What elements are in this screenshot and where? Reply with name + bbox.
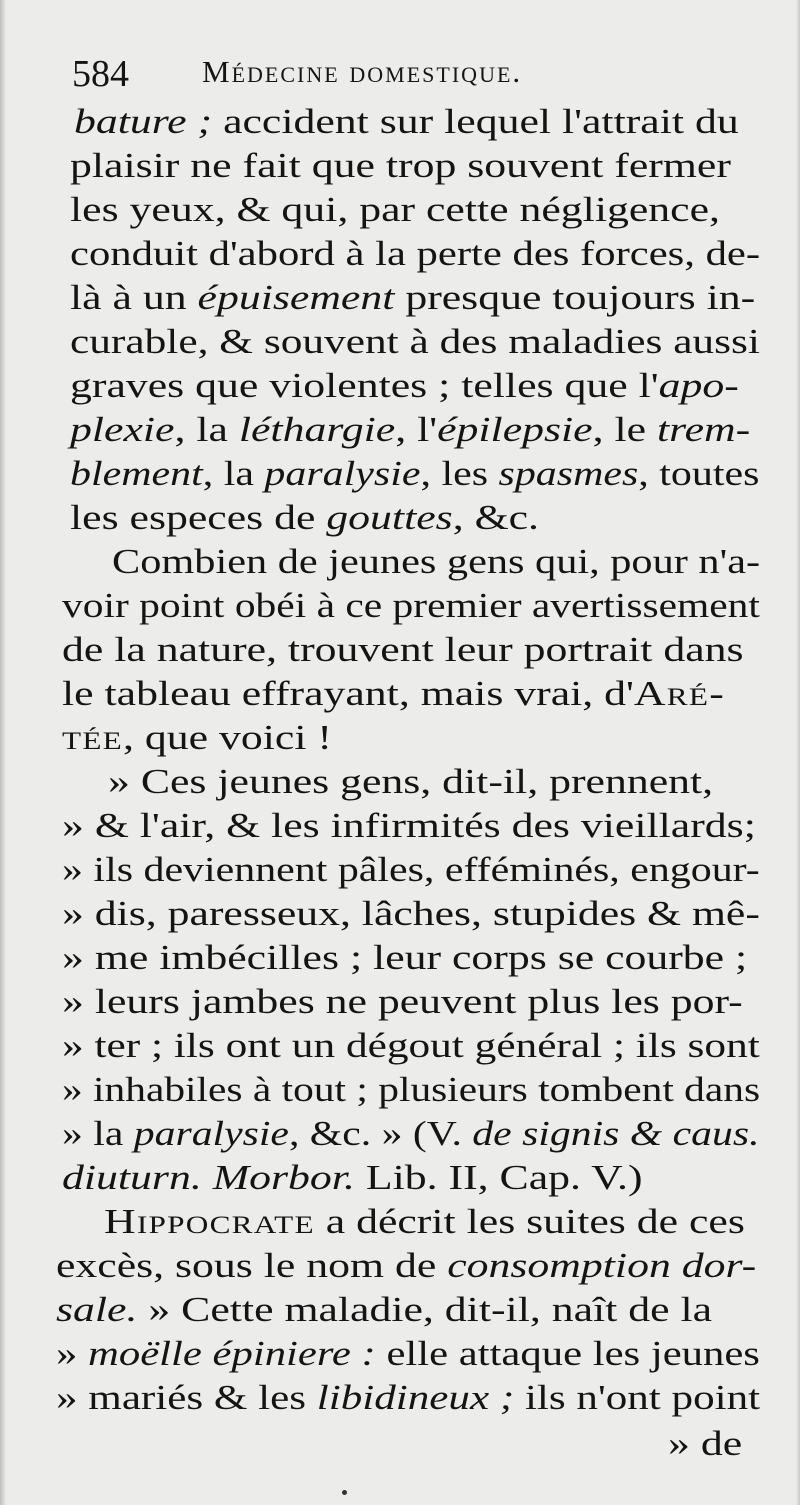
italic-text: apo-: [658, 366, 739, 405]
running-head: [72, 52, 632, 98]
text-run: excès, sous le nom de: [56, 1246, 448, 1285]
text-line: [70, 188, 720, 232]
italic-text: sale.: [56, 1290, 138, 1329]
text-run: accident sur lequel l'attrait du: [212, 102, 739, 141]
italic-text: paralysie: [133, 1114, 289, 1153]
text-line: [70, 320, 760, 364]
text-run: , la: [174, 410, 239, 449]
italic-text: diuturn. Morbor.: [62, 1158, 355, 1197]
text-run: elle attaque les jeunes: [375, 1334, 760, 1373]
text-run: » Cette maladie, dit-il, naît de la: [137, 1290, 713, 1329]
page-edge-shadow-left: [0, 0, 6, 1505]
small-caps-text: Aré-: [633, 674, 726, 713]
text-line: [62, 584, 760, 628]
text-run: presque toujours in-: [394, 278, 756, 317]
ink-speck: [342, 1490, 347, 1495]
italic-text: gouttes: [326, 498, 453, 537]
italic-text: épuisement: [197, 278, 395, 317]
text-line: [62, 1068, 760, 1112]
text-run: les especes de: [70, 498, 327, 537]
text-run: de la nature, trouvent leur portrait dans: [62, 630, 744, 669]
text-run: » mariés & les: [56, 1378, 317, 1417]
italic-text: trem-: [657, 410, 751, 449]
text-run: » me imbécilles ; leur corps se courbe ;: [62, 938, 748, 977]
text-run: , que voici !: [123, 718, 333, 757]
text-line: [62, 892, 760, 936]
text-line: [62, 804, 756, 848]
text-line: [70, 232, 760, 276]
text-run: plaisir ne fait que trop souvent fermer: [70, 146, 731, 185]
text-line: [62, 1156, 643, 1200]
text-line: [62, 1024, 760, 1068]
text-run: , les: [420, 454, 499, 493]
text-line: [70, 364, 739, 408]
italic-text: épilepsie: [437, 410, 593, 449]
text-line: [668, 1422, 742, 1466]
text-run: »: [56, 1334, 89, 1373]
italic-text: blement: [70, 454, 203, 493]
text-run: » dis, paresseux, lâches, stupides & mê-: [62, 894, 760, 933]
text-run: , le: [592, 410, 658, 449]
text-line: [56, 1288, 712, 1332]
text-line: [62, 848, 760, 892]
text-run: » leurs jambes ne peuvent plus les por-: [62, 982, 743, 1021]
italic-text: paralysie: [264, 454, 421, 493]
italic-text: spasmes: [498, 454, 639, 493]
italic-text: consomption dor-: [447, 1246, 757, 1285]
text-line: [108, 760, 713, 804]
text-run: , toutes: [638, 454, 760, 493]
text-run: » inhabiles à tout ; plusieurs tombent dans: [62, 1070, 761, 1109]
text-line: [70, 408, 750, 452]
text-line: [104, 1200, 745, 1244]
text-run: , la: [202, 454, 265, 493]
text-run: le tableau effrayant, mais vrai, d': [62, 674, 634, 713]
text-line: [62, 936, 747, 980]
text-run: Combien de jeunes gens qui, pour n'a-: [112, 542, 761, 581]
small-caps-text: Hippocrate: [104, 1202, 315, 1241]
text-line: [56, 1376, 760, 1420]
text-line: [56, 1244, 756, 1288]
text-line: [62, 980, 743, 1024]
italic-text: moëlle épiniere :: [88, 1334, 376, 1373]
italic-text: léthargie: [238, 410, 396, 449]
italic-text: plexie: [70, 410, 175, 449]
running-title: Médecine domestique.: [202, 54, 523, 89]
text-run: » ils deviennent pâles, efféminés, engour-: [62, 850, 760, 889]
text-run: » Ces jeunes gens, dit-il, prennent,: [108, 762, 714, 801]
text-line: [70, 276, 755, 320]
text-line: [74, 100, 739, 144]
small-caps-text: tée: [62, 718, 124, 757]
text-run: curable, & souvent à des maladies aussi: [70, 322, 760, 361]
text-run: graves que violentes ; telles que l': [70, 366, 659, 405]
text-line: [112, 540, 760, 584]
text-line: [70, 144, 731, 188]
text-line: [62, 628, 744, 672]
text-run: conduit d'abord à la perte des forces, de-: [70, 234, 761, 273]
text-run: , &c.: [452, 498, 539, 537]
text-run: , l': [395, 410, 438, 449]
text-run: les yeux, & qui, par cette négligence,: [70, 190, 720, 229]
text-line: [70, 452, 759, 496]
italic-text: de signis & caus.: [472, 1114, 760, 1153]
page-number: 584: [72, 53, 129, 95]
text-line: [62, 1112, 759, 1156]
page-edge-shadow-right: [796, 0, 800, 1505]
text-run: Lib. II, Cap. V.): [354, 1158, 643, 1197]
text-run: » ter ; ils ont un dégout général ; ils sont: [62, 1026, 760, 1065]
text-run: » & l'air, & les infirmités des vieillards;: [62, 806, 756, 845]
text-run: a décrit les suites de ces: [314, 1202, 745, 1241]
text-line: [62, 716, 332, 760]
text-run: , &c. » (V.: [288, 1114, 473, 1153]
italic-text: bature ;: [74, 102, 213, 141]
italic-text: libidineux ;: [316, 1378, 515, 1417]
text-line: [70, 496, 539, 540]
text-line: [56, 1332, 760, 1376]
text-line: [62, 672, 725, 716]
text-run: » de: [668, 1424, 743, 1463]
text-run: voir point obéi à ce premier avertissement: [62, 586, 760, 625]
text-run: » la: [62, 1114, 134, 1153]
text-run: ils n'ont point: [514, 1378, 761, 1417]
text-run: là à un: [70, 278, 198, 317]
